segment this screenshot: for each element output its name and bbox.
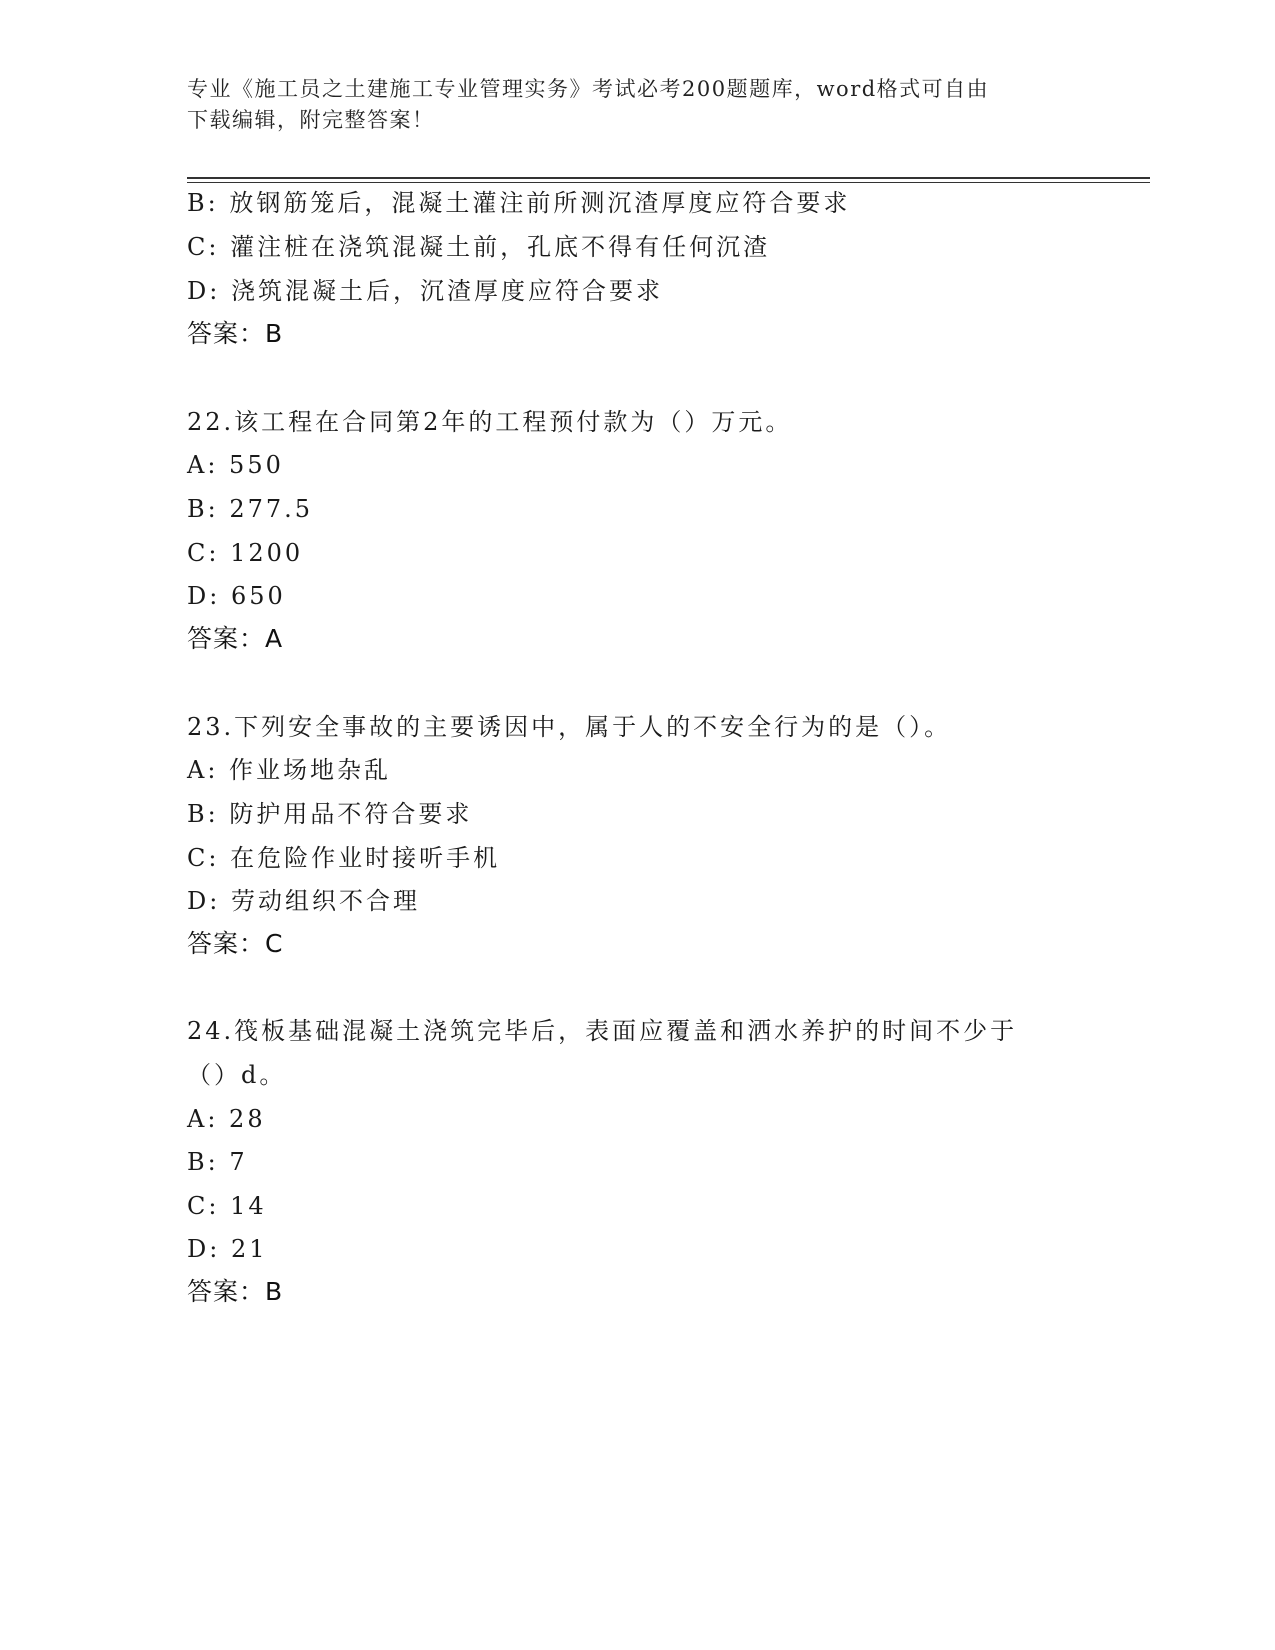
q22-option-d: D: 650 [187,582,286,610]
q21-option-c: C: 灌注桩在浇筑混凝土前，孔底不得有任何沉渣 [187,233,771,261]
q21-option-b: B: 放钢筋笼后，混凝土灌注前所测沉渣厚度应符合要求 [187,189,851,217]
document-header [187,74,1067,136]
header-line-1: 专业《施工员之土建施工专业管理实务》考试必考200题题库，word格式可自由 [187,77,990,101]
q23-answer: 答案：C [187,929,284,958]
q24-question-line-1: 24.筏板基础混凝土浇筑完毕后，表面应覆盖和洒水养护的时间不少于 [187,1017,1018,1045]
header-rule-thick [187,177,1150,179]
q23-option-c: C: 在危险作业时接听手机 [187,844,501,872]
header-rule-thin [187,182,1150,183]
q21-option-d: D: 浇筑混凝土后，沉渣厚度应符合要求 [187,277,663,305]
q23-option-a: A: 作业场地杂乱 [187,756,392,784]
q22-option-a: A: 550 [187,451,284,479]
q23-option-b: B: 防护用品不符合要求 [187,800,473,828]
q22-option-b: B: 277.5 [187,495,314,523]
q22-option-c: C: 1200 [187,539,304,567]
q24-option-b: B: 7 [187,1148,248,1176]
q24-option-a: A: 28 [187,1105,266,1133]
q23-option-d: D: 劳动组织不合理 [187,887,420,915]
q24-question-line-2: （）d。 [187,1061,287,1089]
q24-option-d: D: 21 [187,1235,268,1263]
q24-option-c: C: 14 [187,1192,267,1220]
q21-answer: 答案：B [187,319,284,348]
q22-question: 22.该工程在合同第2年的工程预付款为（）万元。 [187,408,793,436]
header-line-2: 下载编辑，附完整答案！ [187,108,435,132]
q22-answer: 答案：A [187,624,284,653]
q24-answer: 答案：B [187,1277,284,1306]
q23-question: 23.下列安全事故的主要诱因中，属于人的不安全行为的是（）。 [187,713,952,741]
